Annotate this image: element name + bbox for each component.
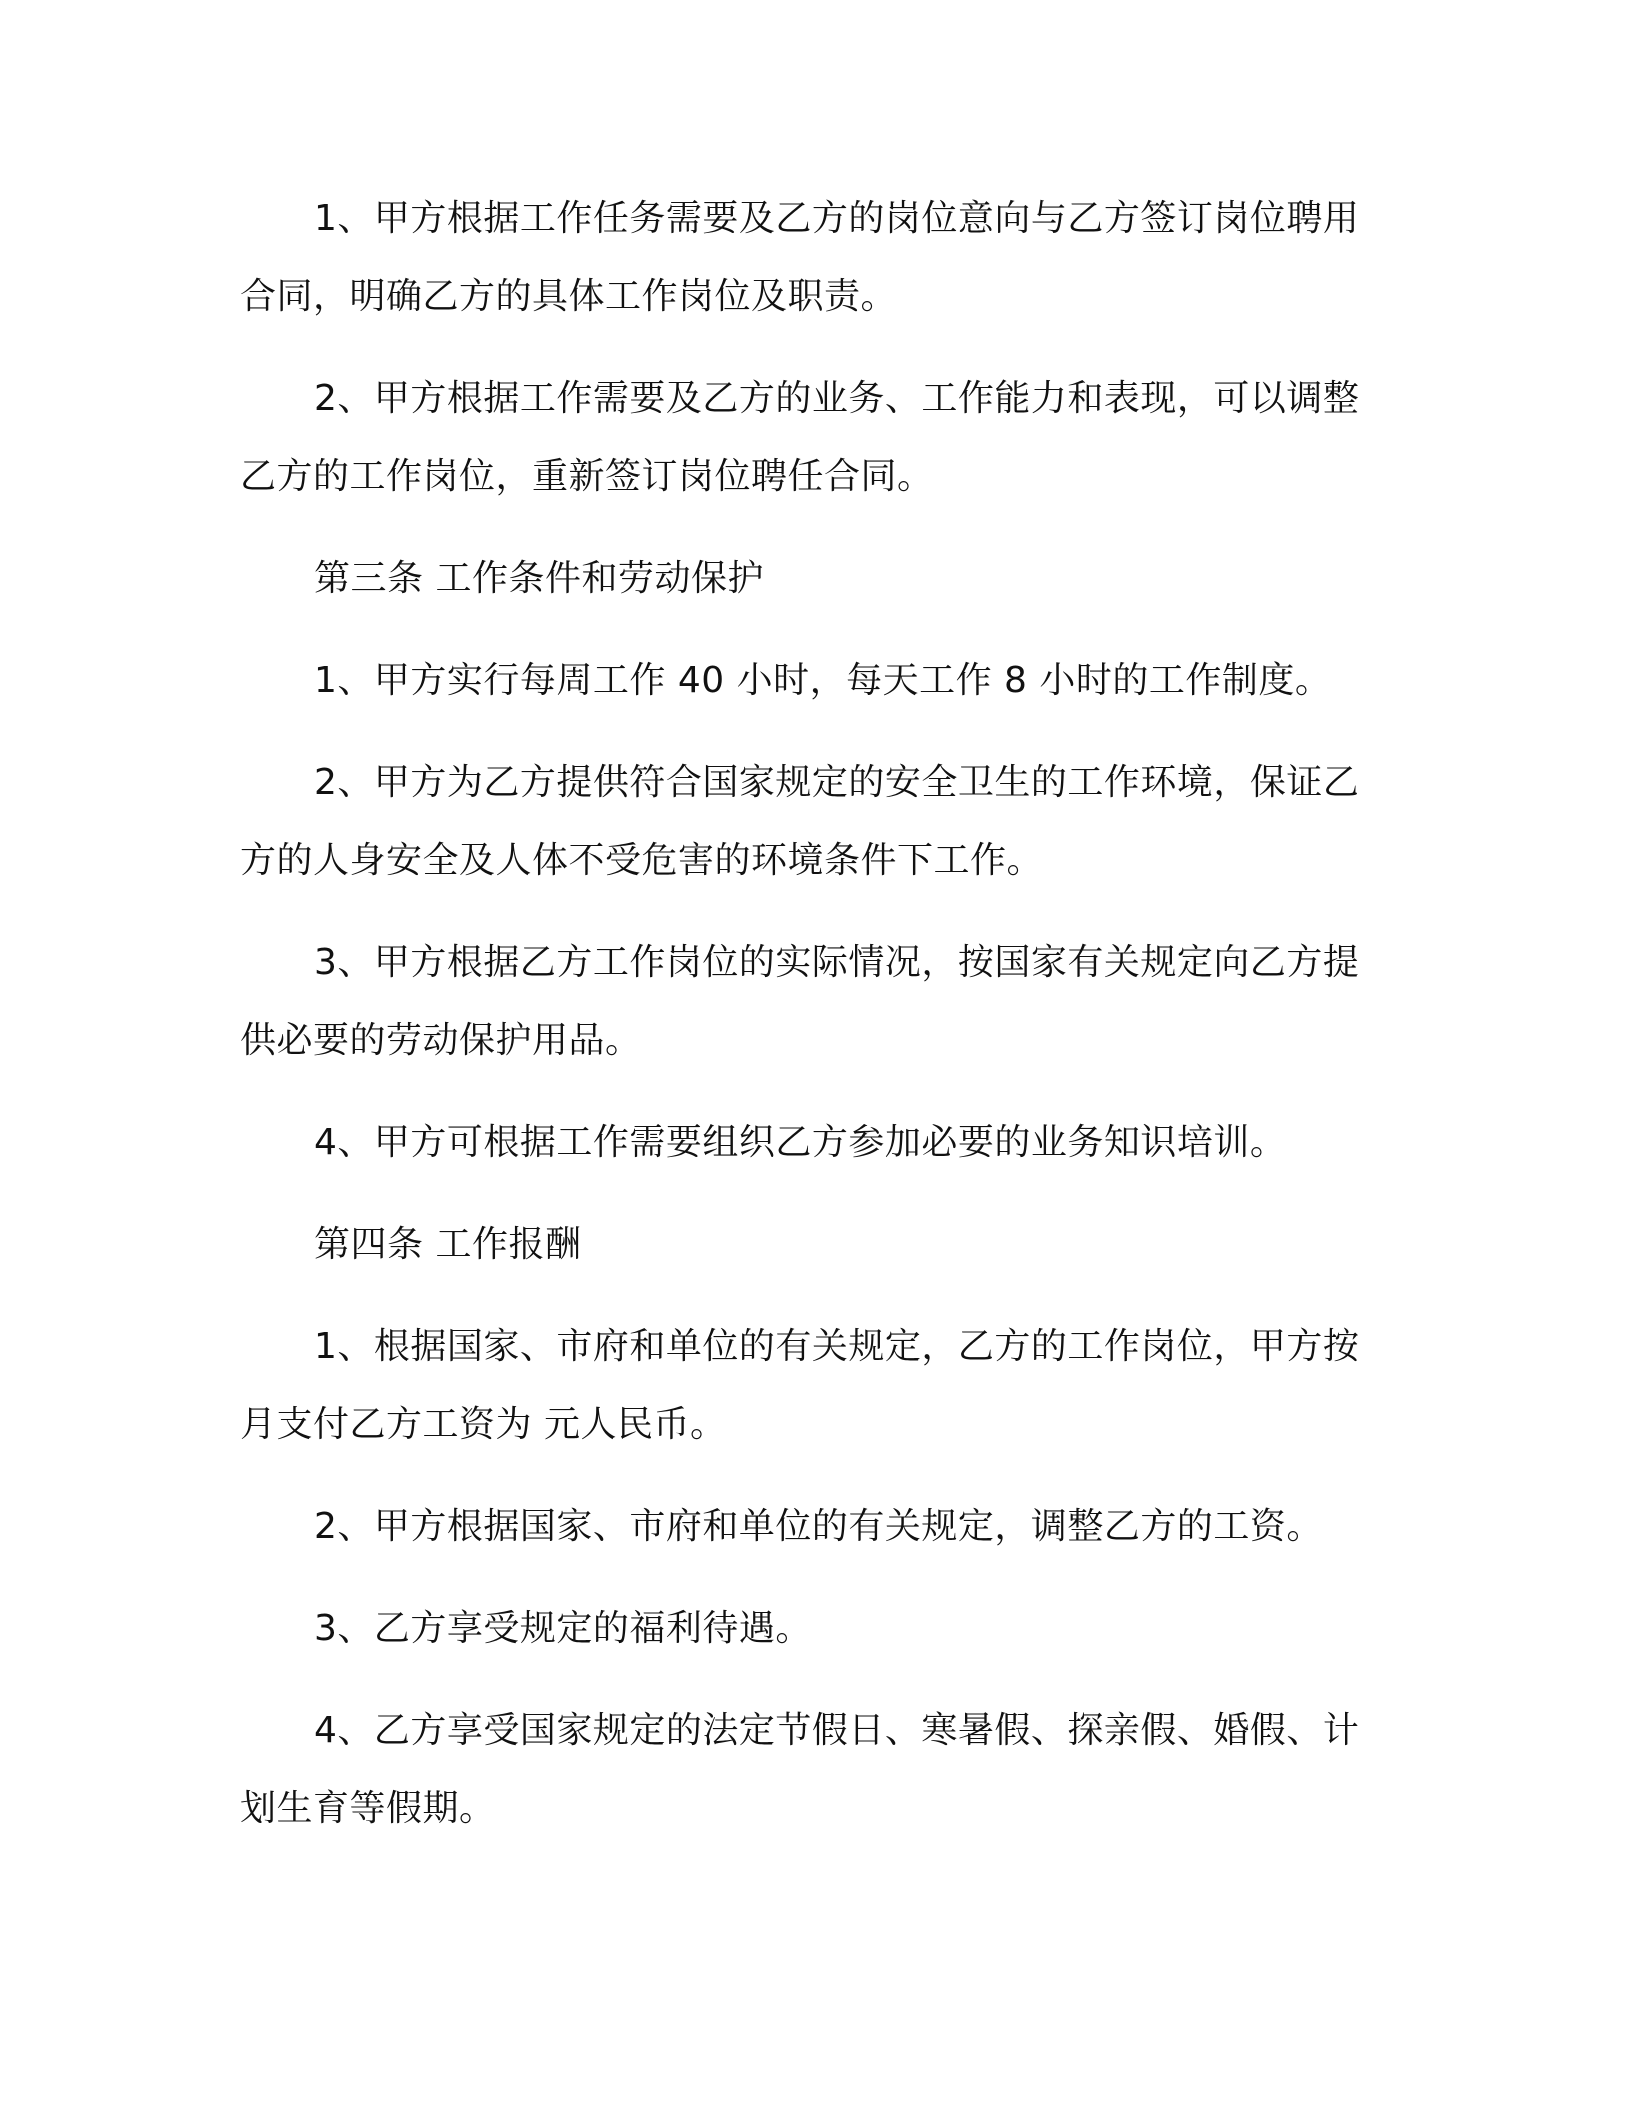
paragraph-7: 1、根据国家、市府和单位的有关规定，乙方的工作岗位，甲方按月支付乙方工资为 元人民币。 [240,1326,1360,1445]
document-body [240,180,1380,1872]
paragraph-1: 1、甲方根据工作任务需要及乙方的岗位意向与乙方签订岗位聘用合同，明确乙方的具体工作岗位及职责。 [240,198,1360,317]
paragraph-10: 4、乙方享受国家规定的法定节假日、寒暑假、探亲假、婚假、计划生育等假期。 [240,1710,1360,1829]
paragraph-2: 2、甲方根据工作需要及乙方的业务、工作能力和表现，可以调整乙方的工作岗位，重新签订岗位聘任合同。 [240,378,1360,497]
section-heading-article-3: 第三条 工作条件和劳动保护 [314,558,764,599]
paragraph-6: 4、甲方可根据工作需要组织乙方参加必要的业务知识培训。 [314,1122,1287,1163]
paragraph-5: 3、甲方根据乙方工作岗位的实际情况，按国家有关规定向乙方提供必要的劳动保护用品。 [240,942,1360,1061]
paragraph-3: 1、甲方实行每周工作 40 小时，每天工作 8 小时的工作制度。 [314,660,1332,701]
section-heading-article-4: 第四条 工作报酬 [314,1224,582,1265]
paragraph-8: 2、甲方根据国家、市府和单位的有关规定，调整乙方的工资。 [314,1506,1323,1547]
paragraph-9: 3、乙方享受规定的福利待遇。 [314,1608,812,1649]
paragraph-4: 2、甲方为乙方提供符合国家规定的安全卫生的工作环境，保证乙方的人身安全及人体不受危害的环境条件下工作。 [240,762,1360,881]
